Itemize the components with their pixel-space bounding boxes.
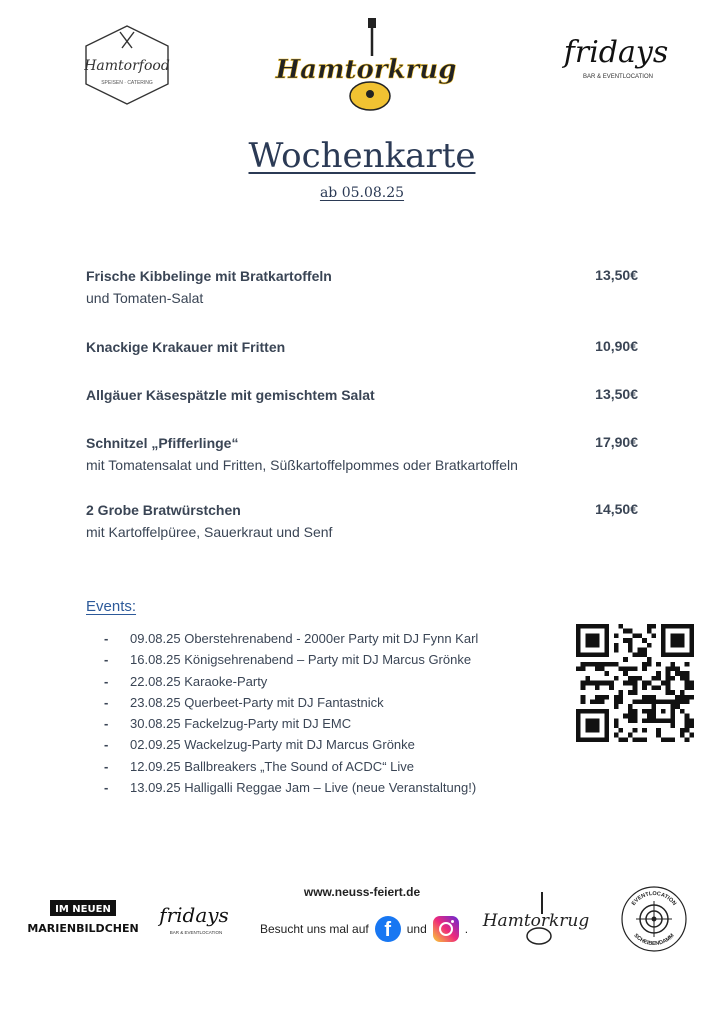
social-line [260, 916, 468, 942]
event-text: 23.08.25 Querbeet-Party mit DJ Fantastnick [130, 694, 384, 710]
menu-item-price: 13,50€ [595, 267, 638, 283]
bullet: - [104, 737, 109, 753]
scheibendamm-logo-line1: EVENTLOCATION [630, 890, 678, 907]
menu-item [86, 501, 638, 541]
menu-item-price: 13,50€ [595, 386, 638, 402]
bullet: - [104, 780, 109, 796]
hamtorkrug-logo-text: Hamtorkrug [275, 55, 457, 85]
bullet: - [104, 652, 109, 668]
fridays-logo-small [156, 892, 232, 948]
menu-item [86, 267, 638, 307]
hamtorfood-logo-subtitle: SPEISEN · CATERING [101, 80, 153, 86]
events-list [104, 628, 478, 798]
social-end-text: . [464, 922, 469, 936]
menu-item-name: Schnitzel „Pfifferlinge“ [86, 435, 239, 451]
instagram-icon[interactable] [433, 916, 459, 942]
fridays-logo [556, 20, 676, 100]
event-text: 16.08.25 Königsehrenabend – Party mit DJ Marcus Grönke [130, 652, 472, 668]
event-text: 30.08.25 Fackelzug-Party mit DJ EMC [130, 716, 352, 732]
menu-item [86, 434, 638, 474]
event-text: 13.09.25 Halligalli Reggae Jam – Live (neue Veranstaltung!) [130, 780, 477, 796]
fridays-logo-subtitle: BAR & EVENTLOCATION [583, 74, 653, 80]
page-title: Wochenkarte [248, 136, 476, 176]
page-subtitle: ab 05.08.25 [319, 185, 405, 201]
scheibendamm-logo-line2: SCHEIBENDAMM [632, 932, 676, 948]
social-and-text: und [406, 922, 427, 936]
marienbildchen-logo-line2: MARIENBILDCHEN [27, 922, 139, 935]
menu-item-price: 14,50€ [595, 501, 638, 517]
menu-item-price: 17,90€ [595, 434, 638, 450]
hamtorkrug-logo-small [484, 888, 588, 948]
marienbildchen-logo-line1: IM NEUEN [55, 904, 111, 915]
event-item [104, 777, 478, 798]
hamtorkrug-logo [275, 16, 457, 116]
fridays-small-logo-subtitle: BAR & EVENTLOCATION [169, 930, 223, 935]
event-text: 22.08.25 Karaoke-Party [130, 673, 268, 689]
menu-item-name: 2 Grobe Bratwürstchen [86, 502, 241, 518]
hamtorfood-logo-text: Hamtorfood [84, 58, 170, 74]
event-text: 02.09.25 Wackelzug-Party mit DJ Marcus Grönke [130, 737, 415, 753]
menu-item-price: 10,90€ [595, 338, 638, 354]
menu-item-description: und Tomaten-Salat [86, 290, 204, 306]
scheibendamm-logo [620, 885, 688, 953]
menu-item-name: Allgäuer Käsespätzle mit gemischtem Salat [86, 387, 375, 403]
event-item [104, 692, 478, 713]
bullet: - [104, 694, 109, 710]
menu-item-name: Knackige Krakauer mit Fritten [86, 339, 286, 355]
events-heading: Events: [86, 598, 137, 615]
menu-item [86, 386, 638, 404]
hamtorkrug-small-logo-text: Hamtorkrug [482, 911, 590, 931]
qr-code[interactable] [576, 624, 694, 742]
menu-item-description: mit Tomatensalat und Fritten, Süßkartoffelpommes oder Bratkartoffeln [86, 457, 518, 473]
social-visit-text: Besucht uns mal auf [260, 922, 369, 936]
bullet: - [104, 631, 109, 646]
menu-item-name: Frische Kibbelinge mit Bratkartoffeln [86, 268, 332, 284]
event-item [104, 649, 478, 670]
event-item [104, 671, 478, 692]
bullet: - [104, 716, 109, 732]
event-item [104, 734, 478, 755]
event-item [104, 628, 478, 649]
website-link[interactable]: www.neuss-feiert.de [303, 885, 421, 899]
marienbildchen-logo [28, 898, 138, 940]
fridays-logo-text: fridays [563, 35, 669, 70]
event-text: 12.09.25 Ballbreakers „The Sound of ACDC“ Live [130, 758, 414, 774]
menu-item-description: mit Kartoffelpüree, Sauerkraut und Senf [86, 524, 333, 540]
event-text: 09.08.25 Oberstehrenabend - 2000er Party mit DJ Fynn Karl [130, 631, 479, 646]
menu-item [86, 338, 638, 356]
event-item [104, 756, 478, 777]
fridays-small-logo-text: fridays [159, 903, 229, 927]
bullet: - [104, 673, 109, 689]
event-item [104, 713, 478, 734]
hamtorfood-logo [82, 24, 172, 106]
facebook-icon[interactable]: f [375, 916, 401, 942]
bullet: - [104, 758, 109, 774]
